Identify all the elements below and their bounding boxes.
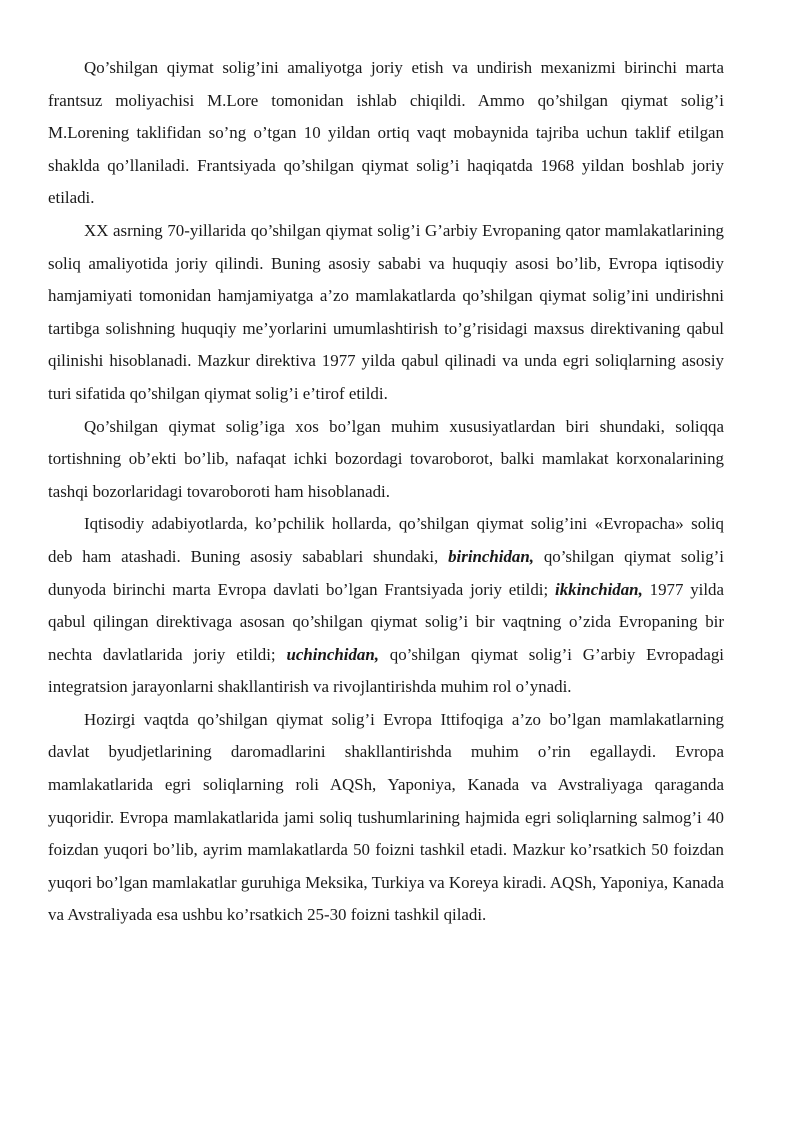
paragraph-text: Qo’shilgan qiymat solig’ini amaliyotga joriy etish va undirish mexanizmi birinchi marta frantsuz moliyachisi M.Lore tomonidan ishlab chiqildi. Ammo qo’shilgan qiymat solig’i M.Lorening taklifidan so’ng o’tgan 10 yildan ortiq vaqt mobaynida tajriba uchun taklif etilgan shaklda qo’llaniladi. Frantsiyada qo’shilgan qiymat solig’i haqiqatda 1968 yildan boshlab joriy etiladi.	[48, 58, 724, 208]
paragraph-text: Hozirgi vaqtda qo’shilgan qiymat solig’i Evropa Ittifoqiga a’zo bo’lgan mamlakatlarning davlat byudjetlarining daromadlarini shakllantirishda muhim o’rin egallaydi. Evropa mamlakatlarida egri soliqlarning roli AQSh, Yaponiya, Kanada va Avstraliyaga qaraganda yuqoridir. Evropa mamlakatlarida jami soliq tushumlarining hajmida egri soliqlarning salmog’i 40 foizdan yuqori bo’lib, ayrim mamlakatlarda 50 foizni tashkil etadi. Mazkur ko’rsatkich 50 foizdan yuqori bo’lgan mamlakatlar guruhiga Meksika, Turkiya va Koreya kiradi. AQSh, Yaponiya, Kanada va Avstraliyada esa ushbu ko’rsatkich 25-30 foizni tashkil qiladi.	[48, 709, 724, 925]
emphasis-secondly: ikkinchidan,	[555, 579, 643, 599]
paragraph-text: Iqtisodiy adabiyotlarda, ko’pchilik hollarda, qo’shilgan qiymat solig’ini «Evropacha» soliq deb ham atashadi. Buning asosiy sabablari shundaki,	[48, 514, 724, 566]
paragraph-text: qo’shilgan qiymat solig’i dunyoda birinchi marta Evropa davlati bo’lgan Frantsiyada joriy etildi;	[48, 546, 724, 599]
emphasis-firstly: birinchidan,	[448, 546, 534, 566]
paragraph-current-role	[48, 704, 724, 932]
paragraph-text: qo’shilgan qiymat solig’i G’arbiy Evropadagi integratsion jarayonlarni shakllantirish va rivojlantirishda muhim rol o’ynadi.	[48, 644, 725, 697]
paragraph-text: 1977 yilda qabul qilingan direktivaga asosan qo’shilgan qiymat solig’i bir vaqtning o’zida Evropaning bir nechta davlatlarida joriy etildi;	[48, 579, 725, 664]
document-page	[48, 52, 724, 932]
paragraph-vat-europe-70s	[48, 215, 724, 411]
paragraph-text: Qo’shilgan qiymat solig’iga xos bo’lgan muhim xususiyatlardan biri shundaki, soliqqa tortishning ob’ekti bo’lib, nafaqat ichki bozordagi tovaroborot, balki mamlakat korxonalarining tashqi bozorlaridagi tovaroboroti ham hisoblanadi.	[48, 416, 724, 501]
paragraph-vat-feature	[48, 411, 724, 509]
paragraph-vat-origin	[48, 52, 724, 215]
paragraph-text: XX asrning 70-yillarida qo’shilgan qiymat solig’i G’arbiy Evropaning qator mamlakatlarining soliq amaliyotida joriy qilindi. Buning asosiy sababi va huquqiy asosi bo’lib, Evropa iqtisodiy hamjamiyati tomonidan hamjamiyatga a’zo mamlakatlarda qo’shilgan qiymat solig’ini undirishni tartibga solishning huquqiy me’yorlarini umumlashtirish to’g’risidagi maxsus direktivaning qabul qilinishi hisoblanadi. Mazkur direktiva 1977 yilda qabul qilinadi va unda egri soliqlarning asosiy turi sifatida qo’shilgan qiymat solig’i e’tirof etildi.	[48, 220, 724, 403]
emphasis-thirdly: uchinchidan,	[286, 644, 379, 664]
paragraph-european-tax	[48, 508, 724, 704]
